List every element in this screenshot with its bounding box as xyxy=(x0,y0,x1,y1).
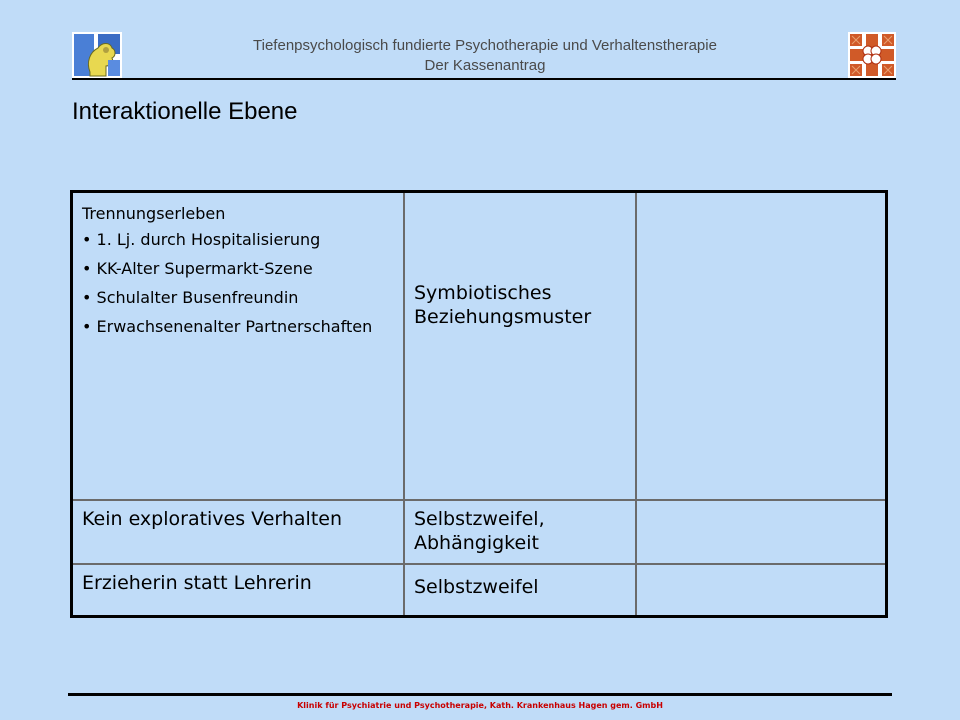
slide-header xyxy=(130,36,840,76)
table-cell: Selbstzweifel, Abhängigkeit xyxy=(404,500,636,564)
list-item: • 1. Lj. durch Hospitalisierung xyxy=(82,229,394,251)
table-cell: Erzieherin statt Lehrerin xyxy=(72,564,405,617)
footer-divider xyxy=(68,693,892,696)
header-line-2: Der Kassenantrag xyxy=(424,57,546,74)
header-line-1: Tiefenpsychologisch fundierte Psychotherapie und Verhaltenstherapie xyxy=(253,37,717,54)
hospital-cross-logo xyxy=(848,32,896,78)
table-cell xyxy=(636,500,887,564)
puzzle-head-logo xyxy=(72,32,122,78)
table-row xyxy=(72,564,887,617)
footer-text: Klinik für Psychiatrie und Psychotherapie, Kath. Krankenhaus Hagen gem. GmbH xyxy=(297,701,663,710)
table-row xyxy=(72,192,887,501)
table-cell xyxy=(636,564,887,617)
table-row xyxy=(72,500,887,564)
list-item: • KK-Alter Supermarkt-Szene xyxy=(82,258,394,280)
table-cell: Selbstzweifel xyxy=(404,564,636,617)
content-table xyxy=(70,190,888,618)
list-item: • Schulalter Busenfreundin xyxy=(82,287,394,309)
table-cell: Symbiotisches Beziehungsmuster xyxy=(404,192,636,501)
header-divider xyxy=(72,78,896,80)
table-cell xyxy=(636,192,887,501)
table-cell xyxy=(72,192,405,501)
cell-heading: Trennungserleben xyxy=(82,204,226,223)
slide-title: Interaktionelle Ebene xyxy=(72,98,298,125)
list-item: • Erwachsenenalter Partnerschaften xyxy=(82,316,394,338)
table-cell: Kein exploratives Verhalten xyxy=(72,500,405,564)
